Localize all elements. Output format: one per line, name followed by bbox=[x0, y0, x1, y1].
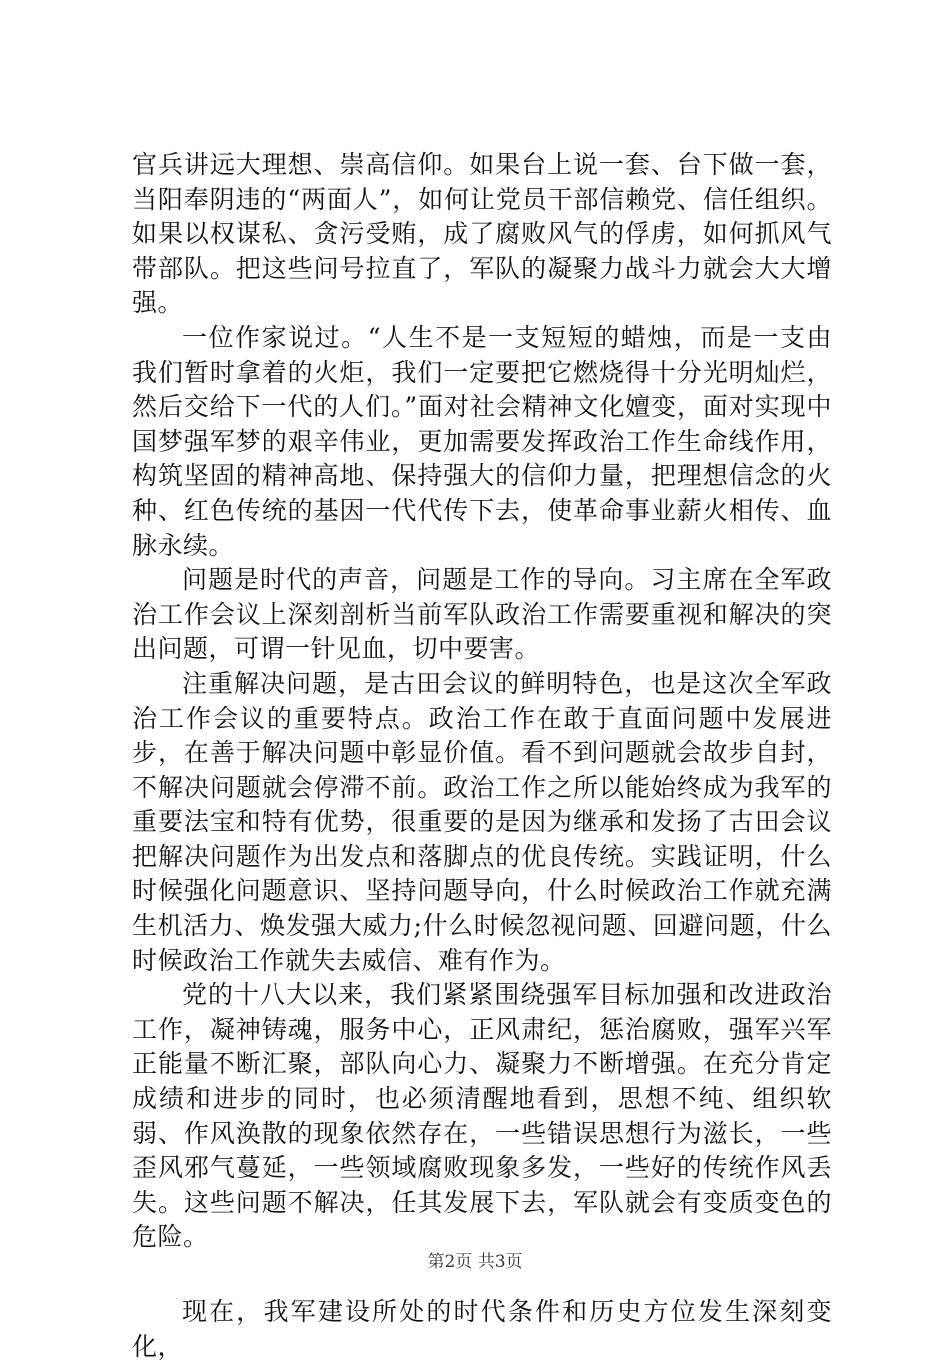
document-body bbox=[132, 148, 832, 1364]
paragraph-since-18th-congress: 党的十八大以来，我们紧紧围绕强军目标加强和改进政治工作，凝神铸魂，服务中心，正风肃纪，惩治腐败，强军兴军正能量不断汇聚，部队向心力、凝聚力不断增强。在充分肯定成绩和进步的同时，也必须清醒地看到，思想不纯、组织软弱、作风涣散的现象依然存在，一些错误思想行为滋长，一些歪风邪气蔓延，一些领域腐败现象多发，一些好的传统作风丢失。这些问题不解决，任其发展下去，军队就会有变质变色的危险。 bbox=[132, 980, 832, 1252]
paragraph-problems-voice: 问题是时代的声音，问题是工作的导向。习主席在全军政治工作会议上深刻剖析当前军队政治工作需要重视和解决的突出问题，可谓一针见血，切中要害。 bbox=[132, 565, 832, 664]
paragraph-current-conditions: 现在，我军建设所处的时代条件和历史方位发生深刻变化， bbox=[132, 1297, 832, 1361]
paragraph-writer-quote: 一位作家说过。“人生不是一支短短的蜡烛，而是一支由我们暂时拿着的火炬，我们一定要把它燃烧得十分光明灿烂，然后交给下一代的人们。”面对社会精神文化嬗变，面对实现中国梦强军梦的艰辛伟业，更加需要发挥政治工作生命线作用，构筑坚固的精神高地、保持强大的信仰力量，把理想信念的火种、红色传统的基因一代代传下去，使革命事业薪火相传、血脉永续。 bbox=[132, 322, 832, 560]
page-number-footer: 第2页 共3页 bbox=[427, 1252, 523, 1272]
paragraph-solving-problems: 注重解决问题，是古田会议的鲜明特色，也是这次全军政治工作会议的重要特点。政治工作在敢于直面问题中发展进步，在善于解决问题中彰显价值。看不到问题就会故步自封，不解决问题就会停滞不前。政治工作之所以能始终成为我军的重要法宝和特有优势，很重要的是因为继承和发扬了古田会议把解决问题作为出发点和落脚点的优良传统。实践证明，什么时候强化问题意识、坚持问题导向，什么时候政治工作就充满生机活力、焕发强大威力;什么时候忽视问题、回避问题，什么时候政治工作就失去威信、难有作为。 bbox=[132, 668, 832, 975]
paragraph-continuation: 官兵讲远大理想、崇高信仰。如果台上说一套、台下做一套，当阳奉阴违的“两面人”，如何让党员干部信赖党、信任组织。如果以权谋私、贪污受贿，成了腐败风气的俘虏，如何抓风气带部队。把这些问号拉直了，军队的凝聚力战斗力就会大大增强。 bbox=[132, 150, 832, 318]
